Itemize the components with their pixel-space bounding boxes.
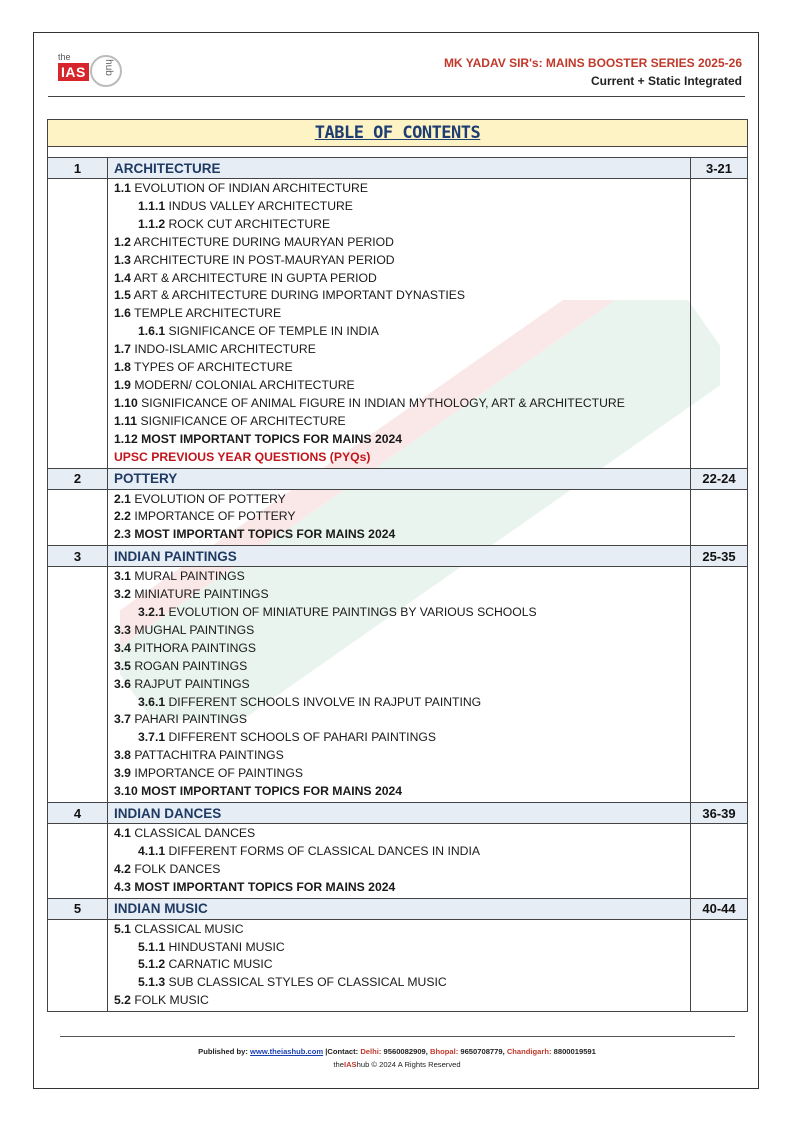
items-number-cell [48,824,108,899]
toc-item-title: MOST IMPORTANT TOPICS FOR MAINS 2024 [134,879,396,894]
toc-item-number: 1.12 [114,431,138,446]
chapter-number: 3 [48,546,108,567]
footer-contact [0,1047,794,1056]
toc-item-title: SIGNIFICANCE OF ANIMAL FIGURE IN INDIAN MYTHOLOGY, ART & ARCHITECTURE [141,395,625,410]
toc-item[interactable] [114,825,690,843]
toc-item-title: ART & ARCHITECTURE DURING IMPORTANT DYNASTIES [133,288,466,303]
toc-item-number: 3.5 [114,658,131,673]
footer-brand-the: the [333,1060,344,1069]
chapter-number: 4 [48,803,108,824]
footer-brand-hub: hub [356,1060,370,1069]
toc-item-title: MINIATURE PAINTINGS [134,587,269,602]
toc-item-number: 3.3 [114,622,131,637]
toc-item-title: PATTACHITRA PAINTINGS [134,748,284,763]
toc-item[interactable] [114,765,690,783]
toc-item-title: SUB CLASSICAL STYLES OF CLASSICAL MUSIC [168,975,447,990]
toc-item-title: ART & ARCHITECTURE IN GUPTA PERIOD [133,270,377,285]
logo-ias: IAS [58,63,89,81]
toc-item[interactable] [114,861,690,879]
toc-item-title: MURAL PAINTINGS [134,569,245,584]
toc-item-number: 4.1.1 [138,843,166,858]
chapter-title[interactable]: POTTERY [108,468,691,489]
toc-item-number: 3.6 [114,676,131,691]
toc-item-number: 4.1 [114,826,131,840]
items-pages-cell [691,824,748,899]
toc-item-number: 3.7 [114,712,131,727]
toc-item-number: 3.1 [114,569,131,584]
toc-item-number: 1.5 [114,288,131,303]
toc-item-number: 4.2 [114,861,131,876]
toc-title-row [48,120,748,147]
toc-item-title: PITHORA PAINTINGS [134,640,257,655]
footer-bhopal-label: Bhopal: [429,1047,459,1056]
footer-chandigarh-label: Chandigarh: [506,1047,552,1056]
toc-item-number: 1.6 [114,306,131,321]
chapter-items-row [48,489,748,546]
toc-item-title: MOST IMPORTANT TOPICS FOR MAINS 2024 [134,527,396,542]
toc-item[interactable] [114,568,690,586]
items-pages-cell [691,919,748,1012]
items-number-cell [48,489,108,546]
items-number-cell [48,919,108,1012]
toc-item-number: 1.1.1 [138,198,166,213]
chapter-title[interactable]: INDIAN PAINTINGS [108,546,691,567]
toc-item-number: 3.8 [114,748,131,763]
toc-item[interactable] [114,747,690,765]
toc-item[interactable] [114,992,690,1010]
chapter-row [48,468,748,489]
toc-item[interactable] [114,921,690,939]
toc-table [47,119,748,1012]
toc-item-number: 1.2 [114,234,131,249]
toc-item-title: IMPORTANCE OF POTTERY [134,509,296,524]
toc-item[interactable] [114,305,690,323]
toc-item-number: 2.1 [114,491,131,506]
toc-item-title: ARCHITECTURE DURING MAURYAN PERIOD [133,234,394,249]
toc-item-title: RAJPUT PAINTINGS [134,676,250,691]
chapter-pages: 22-24 [691,468,748,489]
chapter-number: 2 [48,468,108,489]
footer-bhopal-phone: 9650708779, [458,1047,507,1056]
toc-item-title: TEMPLE ARCHITECTURE [134,306,282,321]
toc-item[interactable] [114,974,690,992]
toc-item[interactable] [114,198,690,216]
chapter-number: 5 [48,898,108,919]
toc-item-title: MOST IMPORTANT TOPICS FOR MAINS 2024 [141,431,403,446]
chapter-row [48,158,748,179]
items-pages-cell [691,179,748,469]
toc-item-title: MUGHAL PAINTINGS [134,622,255,637]
chapter-title[interactable]: INDIAN DANCES [108,803,691,824]
toc-item[interactable] [114,526,690,544]
items-list [108,824,691,899]
toc-item[interactable] [114,604,690,622]
toc-item-title: HINDUSTANI MUSIC [168,939,285,954]
chapter-items-row [48,919,748,1012]
toc-item[interactable] [114,640,690,658]
toc-item-title: TYPES OF ARCHITECTURE [134,360,293,375]
toc-item-number: 3.2.1 [138,605,166,620]
toc-item-title: ROCK CUT ARCHITECTURE [168,216,331,231]
toc-body [48,120,748,1012]
items-list [108,567,691,803]
toc-item[interactable] [114,843,690,861]
header-divider [48,96,745,97]
chapter-title[interactable]: ARCHITECTURE [108,158,691,179]
toc-item-number: 1.6.1 [138,324,166,339]
toc-item[interactable] [114,694,690,712]
toc-item-title: EVOLUTION OF POTTERY [134,491,286,506]
toc-item-number: 5.1.2 [138,957,166,972]
toc-item[interactable] [114,783,690,801]
toc-item[interactable] [114,234,690,252]
toc-item-number: 3.2 [114,587,131,602]
chapter-number: 1 [48,158,108,179]
toc-item-title: IMPORTANCE OF PAINTINGS [134,766,303,781]
chapter-row [48,546,748,567]
chapter-row [48,803,748,824]
toc-item-number: 5.1 [114,921,131,936]
footer-delhi-label: Delhi: [360,1047,382,1056]
toc-item[interactable] [114,431,690,449]
toc-spacer-row [48,147,748,158]
footer-chandigarh-phone: 8800019591 [551,1047,596,1056]
items-list [108,489,691,546]
toc-item-number: 1.10 [114,395,138,410]
toc-item-title: ARCHITECTURE IN POST-MAURYAN PERIOD [133,252,395,267]
toc-item-number: 3.10 [114,784,138,799]
toc-title: TABLE OF CONTENTS [48,120,748,147]
toc-item[interactable] [114,586,690,604]
items-list [108,179,691,469]
footer-published-by: Published by: [198,1047,251,1056]
toc-item[interactable] [114,729,690,747]
toc-item[interactable] [114,658,690,676]
toc-item[interactable] [114,711,690,729]
footer-delhi-phone: 9560082909, [381,1047,430,1056]
toc-item-number: 3.6.1 [138,694,166,709]
toc-item-title: CARNATIC MUSIC [168,957,273,972]
toc-item-number: 1.11 [114,413,138,428]
footer-brand-ias: IAS [343,1060,357,1069]
toc-item-title: DIFFERENT SCHOOLS INVOLVE IN RAJPUT PAINTING [168,694,482,709]
toc-item-number: 3.9 [114,766,131,781]
toc-item-number: 1.1.2 [138,216,166,231]
chapter-items-row [48,179,748,469]
chapter-pages: 25-35 [691,546,748,567]
toc-item-title: ROGAN PAINTINGS [134,658,248,673]
toc-item[interactable] [114,491,690,509]
toc-item-title: CLASSICAL MUSIC [134,921,244,936]
toc-item-number: 3.4 [114,640,131,655]
toc-item-title: INDO-ISLAMIC ARCHITECTURE [134,342,316,357]
toc-item[interactable] [114,956,690,974]
toc-item[interactable] [114,676,690,694]
toc-item-number: 5.1.1 [138,939,166,954]
toc-item-number: 2.3 [114,527,131,542]
toc-item-title: EVOLUTION OF MINIATURE PAINTINGS BY VARIOUS SCHOOLS [168,605,537,620]
toc-item-title: MOST IMPORTANT TOPICS FOR MAINS 2024 [141,784,403,799]
chapter-items-row [48,824,748,899]
toc-item-number: 2.2 [114,509,131,524]
toc-item-number: 1.7 [114,342,131,357]
toc-item-number: 1.1 [114,181,131,195]
toc-item-title: CLASSICAL DANCES [134,826,256,840]
toc-item-number: 5.1.3 [138,975,166,990]
toc-item-title: DIFFERENT FORMS OF CLASSICAL DANCES IN INDIA [168,843,481,858]
toc-item-title: DIFFERENT SCHOOLS OF PAHARI PAINTINGS [168,730,436,745]
toc-item[interactable] [114,270,690,288]
toc-item-number: 4.3 [114,879,131,894]
chapter-pages: 40-44 [691,898,748,919]
toc-item-number: 1.9 [114,377,131,392]
toc-item[interactable] [114,252,690,270]
toc-item-number: 1.4 [114,270,131,285]
toc-item-number: 1.8 [114,360,131,375]
toc-item-number: 5.2 [114,993,131,1008]
toc-item-title: INDUS VALLEY ARCHITECTURE [168,198,353,213]
footer-website-link[interactable]: www.theiashub.com [250,1047,324,1056]
toc-item[interactable] [114,287,690,305]
items-list [108,919,691,1012]
toc-item-title: PAHARI PAINTINGS [134,712,247,727]
toc-item[interactable] [114,939,690,957]
toc-item-title: EVOLUTION OF INDIAN ARCHITECTURE [134,181,368,195]
toc-item-title: FOLK DANCES [134,861,221,876]
items-number-cell [48,567,108,803]
logo-the: the [58,52,71,62]
toc-item-number: 3.7.1 [138,730,166,745]
toc-item[interactable] [114,879,690,897]
toc-item-title: SIGNIFICANCE OF TEMPLE IN INDIA [168,324,379,339]
toc-item[interactable] [114,216,690,234]
toc-item[interactable] [114,622,690,640]
items-pages-cell [691,489,748,546]
items-pages-cell [691,567,748,803]
series-subtitle: Current + Static Integrated [590,74,742,88]
toc-item-title: FOLK MUSIC [134,993,209,1008]
chapter-pages: 3-21 [691,158,748,179]
toc-item-title: SIGNIFICANCE OF ARCHITECTURE [140,413,346,428]
toc-item-title: UPSC PREVIOUS YEAR QUESTIONS (PYQs) [114,449,371,464]
toc-item[interactable] [114,359,690,377]
footer-copyright-text: © 2024 A Rights Reserved [369,1060,461,1069]
chapter-row [48,898,748,919]
toc-spacer [48,147,748,158]
toc-item[interactable] [114,323,690,341]
toc-item[interactable] [114,395,690,413]
chapter-pages: 36-39 [691,803,748,824]
toc-item-number: 1.3 [114,252,131,267]
ias-hub-logo [56,52,130,90]
toc-item[interactable] [114,341,690,359]
toc-item[interactable] [114,377,690,395]
toc-item[interactable] [114,508,690,526]
chapter-items-row [48,567,748,803]
toc-item[interactable] [114,449,690,467]
footer-contact-label: |Contact: [323,1047,361,1056]
toc-item[interactable] [114,180,690,198]
footer-copyright [0,1060,794,1069]
items-number-cell [48,179,108,469]
series-title: MK YADAV SIR's: MAINS BOOSTER SERIES 2025-26 [443,56,742,70]
logo-hub: hub [102,59,114,76]
toc-item-title: MODERN/ COLONIAL ARCHITECTURE [134,377,355,392]
footer-divider [60,1036,735,1037]
chapter-title[interactable]: INDIAN MUSIC [108,898,691,919]
toc-item[interactable] [114,413,690,431]
